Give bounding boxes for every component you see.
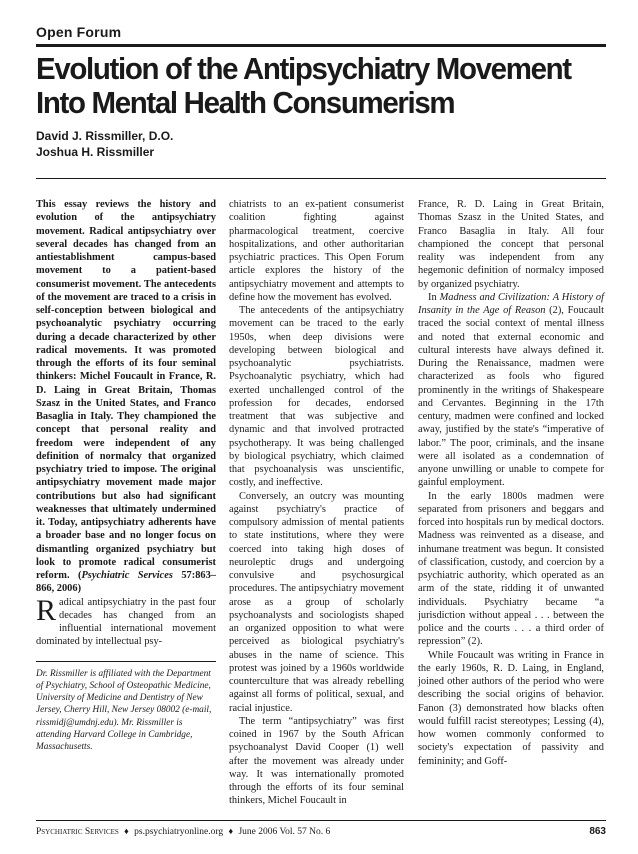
book-title: Madness and Civilization: A History of Insanity in the Age of Reason xyxy=(418,291,604,316)
abstract-text: This essay reviews the history and evolution of the antipsychiatry movement. Radical antipsychiatry over several decades has changed from an antiestablishment campus-based movement to a patient-based consumerist movement. The antecedents of the movement are traced to a crisis in self-conception between biological and psychoanalytic psychiatry occurring during a decade characterized by other radical movements. It was promoted through the efforts of its four seminal thinkers: Michel Foucault in France, R. D. Laing in Great Britain, Thomas Szasz in the United States, and Franco Basaglia in Italy. They championed the concept that personal reality and freedom were independent of any definition of normalcy that organized psychiatry tried to impose. The original antipsychiatry movement made major contributions but also had significant weaknesses that ultimately undermined it. Today, antipsychiatry adherents have a broader base and no longer focus on dismantling organized psychiatry but look to promote radical consumerist reform. ( xyxy=(36,199,216,581)
author-list xyxy=(36,128,173,160)
diamond-separator-icon: ♦ xyxy=(124,826,129,836)
author-1: David J. Rissmiller, D.O. xyxy=(36,129,174,143)
footnote-rule xyxy=(36,661,216,662)
abstract-citation-tail: 57:863–866, 2006) xyxy=(36,570,216,595)
body-paragraph-1 xyxy=(36,593,216,649)
body-paragraph-2: The antecedents of the antipsychiatry movement can be traced to the early 1950s, when deep divisions were developing between biological and psychoanalytic psychiatrists. Psychoanalytic psychiatry, which had exerted unchallenged control of the profession for decades, endorsed treatment that was subjective and dynamic and that involved protracted psychotherapy. It was being challenged by biological psychiatry, which claimed that psychoanalysis was unscientific, costly, and ineffective. xyxy=(229,305,404,489)
diamond-separator-icon: ♦ xyxy=(228,826,234,836)
body-paragraph-5 xyxy=(418,291,604,490)
header-rule xyxy=(36,178,606,179)
page-number: 863 xyxy=(589,826,606,837)
drop-cap: R xyxy=(36,593,57,627)
footer-journal: Psychiatric Services xyxy=(36,827,119,837)
title-line-2: Into Mental Health Consumerism xyxy=(36,85,455,120)
paragraph-4-part-1: The term “antipsychiatry” was first coined in 1967 by the South African psychoanalyst David Cooper (1) well after the movement was already under way. It was internationally promoted through the efforts of its four seminal thinkers, Michel Foucault in xyxy=(229,715,404,807)
column-3 xyxy=(418,198,604,768)
footer-rule xyxy=(36,820,606,821)
column-2 xyxy=(229,198,404,808)
abstract-citation-journal: Psychiatric Services xyxy=(81,570,173,581)
paragraph-4-part-2: France, R. D. Laing in Great Britain, Thomas Szasz in the United States, and Franco Basaglia in Italy. All four championed the concept that personal reality was independent from any hegemonic definition of normalcy imposed by organized psychiatry. xyxy=(418,199,604,290)
article-title xyxy=(36,52,587,120)
footer-issue: June 2006 Vol. 57 No. 6 xyxy=(238,827,331,837)
title-line-1: Evolution of the Antipsychiatry Movement xyxy=(36,51,571,86)
author-2: Joshua H. Rissmiller xyxy=(36,145,155,159)
paragraph-1-part-2: chiatrists to an ex-patient consumerist coalition fighting against pharmacological treatment, coercive hospitalizations, and other authoritarian psychiatric practices. This Open Forum article explores the history of the antipsychiatry movement and attempts to define how the movement has evolved. xyxy=(229,199,404,303)
abstract xyxy=(36,198,216,596)
author-affiliation-footnote: Dr. Rissmiller is affiliated with the Department of Psychiatry, School of Osteopathic Medicine, University of Medicine and Dentistry of New Jersey, Cherry Hill, New Jersey 08002 (e-mail, rissmidj@umdnj.edu). Mr. Rissmiller is attending Harvard College in Cambridge, Massachusetts. xyxy=(36,668,212,753)
paragraph-5-lead: In xyxy=(428,291,440,303)
column-1 xyxy=(36,198,216,754)
section-label: Open Forum xyxy=(36,24,122,40)
page-footer xyxy=(36,826,606,837)
paragraph-1-part-1: adical antipsychiatry in the past four decades has changed from an influential international movement dominated by intellectual psy- xyxy=(36,596,216,648)
body-paragraph-3: Conversely, an outcry was mounting against psychiatry's practice of compulsory admission of mental patients to state institutions, where they were coerced into taking high doses of neuroleptic drugs and undergoing convulsive and psychosurgical procedures. The antipsychiatry movement arose as a group of scholarly psychoanalysts and sociologists shaped an organized opposition to what were perceived as biological psychiatry's abuses in the name of science. This protest was joined by a 1960s worldwide counterculture that was already rebelling against all forms of political, sexual, and racial injustice. xyxy=(229,490,404,714)
paragraph-5-text: (2), Foucault traced the social context of mental illness and noted that external economic and cultural interests have always defined it. During the Renaissance, madmen were characterized as fools who figured prominently in the writings of Shakespeare and Cervantes. Beginning in the 17th century, madmen were confined and locked away, justified by the state's “imperative of labor.” The poor, criminals, and the insane were all isolated as a condemnation of anyone unwilling or unable to compete for gainful employment. xyxy=(418,305,604,489)
top-rule xyxy=(36,44,606,47)
body-paragraph-7: While Foucault was writing in France in the early 1960s, R. D. Laing, in England, joined other authors of the period who were describing the social origins of behavior. Fanon (3) demonstrated how blacks often would fulfill racist stereotypes; Lessing (4), how women commonly conformed to society's expectation of passivity and femininity; and Goff- xyxy=(418,649,604,767)
body-paragraph-6: In the early 1800s madmen were separated from prisoners and beggars and forced into hospitals run by medical doctors. Madness was reinvented as a disease, and inhumane treatment was begun. It consisted of classification, custody, and coercion by a psychiatric authority, which operated as an arm of the state, ridding it of unwanted individuals. Psychiatry became “a jurisdiction without appeal . . . between the police and the courts . . . a third order of repression” (2). xyxy=(418,490,604,648)
footer-url: ps.psychiatryonline.org xyxy=(134,827,224,837)
